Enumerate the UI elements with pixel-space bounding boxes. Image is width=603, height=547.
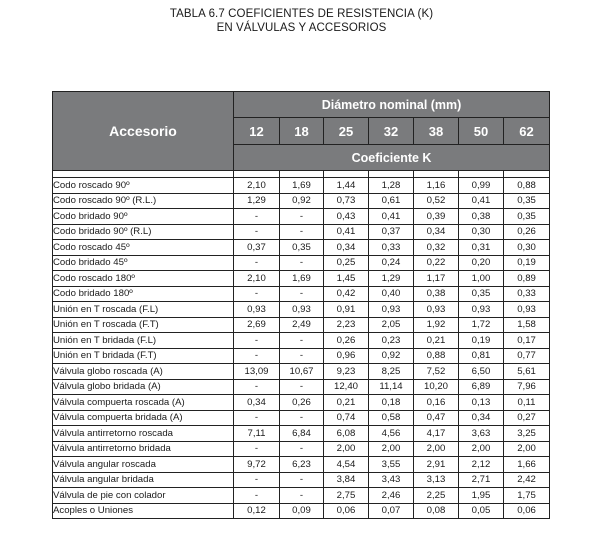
coefficient-cell: 0,20 xyxy=(459,255,504,271)
coefficient-cell: - xyxy=(234,255,280,271)
coefficient-cell: 1,69 xyxy=(280,271,324,287)
coefficient-cell: 10,20 xyxy=(414,379,459,395)
table-row xyxy=(53,472,550,488)
coefficient-cell: 0,06 xyxy=(504,503,550,519)
table-row xyxy=(53,193,550,209)
coefficient-cell: 0,32 xyxy=(414,240,459,256)
coefficient-cell: 6,89 xyxy=(459,379,504,395)
size-header: 62 xyxy=(504,118,550,145)
accessory-name-cell: Codo roscado 90º xyxy=(53,178,234,194)
coefficient-cell: 0,37 xyxy=(369,224,414,240)
coefficient-cell: 4,54 xyxy=(324,457,369,473)
coefficient-cell: - xyxy=(280,333,324,349)
coefficient-cell: 0,35 xyxy=(504,193,550,209)
table-row xyxy=(53,224,550,240)
coefficient-cell: 0,99 xyxy=(459,178,504,194)
table-row xyxy=(53,395,550,411)
coefficient-cell: 7,96 xyxy=(504,379,550,395)
coefficient-cell: 0,58 xyxy=(369,410,414,426)
coefficient-cell: 3,13 xyxy=(414,472,459,488)
coefficient-cell: - xyxy=(234,441,280,457)
coefficient-cell: 0,41 xyxy=(324,224,369,240)
coefficient-cell: 0,12 xyxy=(234,503,280,519)
accessory-name-cell: Válvula globo bridada (A) xyxy=(53,379,234,395)
coefficient-cell: - xyxy=(280,255,324,271)
coefficient-cell: 0,07 xyxy=(369,503,414,519)
table-row xyxy=(53,178,550,194)
coefficient-cell: 0,06 xyxy=(324,503,369,519)
column-header-diameter: Diámetro nominal (mm) xyxy=(234,92,550,118)
coefficient-cell: 6,23 xyxy=(280,457,324,473)
coefficient-cell: - xyxy=(234,209,280,225)
coefficient-cell: 2,75 xyxy=(324,488,369,504)
coefficient-cell: 0,26 xyxy=(280,395,324,411)
coefficient-cell: 0,08 xyxy=(414,503,459,519)
coefficient-cell: 1,17 xyxy=(414,271,459,287)
coefficient-cell: 11,14 xyxy=(369,379,414,395)
size-header: 32 xyxy=(369,118,414,145)
coefficient-cell: 0,17 xyxy=(504,333,550,349)
coefficient-cell: 0,11 xyxy=(504,395,550,411)
table-row xyxy=(53,255,550,271)
coefficient-cell: 0,19 xyxy=(459,333,504,349)
coefficient-cell: 2,10 xyxy=(234,178,280,194)
coefficient-cell: 0,93 xyxy=(234,302,280,318)
coefficient-cell: 0,37 xyxy=(234,240,280,256)
coefficient-cell: 2,46 xyxy=(369,488,414,504)
accessory-name-cell: Codo roscado 90º (R.L.) xyxy=(53,193,234,209)
coefficient-cell: 0,93 xyxy=(369,302,414,318)
table-row xyxy=(53,503,550,519)
coefficient-cell: 1,29 xyxy=(234,193,280,209)
accessory-name-cell: Válvula angular roscada xyxy=(53,457,234,473)
resistance-coefficients-table xyxy=(52,91,550,519)
coefficient-cell: 0,92 xyxy=(280,193,324,209)
table-row xyxy=(53,317,550,333)
table-row xyxy=(53,240,550,256)
coefficient-cell: 0,34 xyxy=(459,410,504,426)
size-header: 50 xyxy=(459,118,504,145)
coefficient-cell: 1,72 xyxy=(459,317,504,333)
coefficient-cell: 0,35 xyxy=(504,209,550,225)
size-header: 12 xyxy=(234,118,280,145)
coefficient-cell: - xyxy=(280,441,324,457)
coefficient-cell: 2,00 xyxy=(504,441,550,457)
coefficient-cell: 2,00 xyxy=(369,441,414,457)
coefficient-cell: 12,40 xyxy=(324,379,369,395)
table-row xyxy=(53,364,550,380)
coefficient-cell: - xyxy=(280,209,324,225)
coefficient-cell: 0,34 xyxy=(414,224,459,240)
coefficient-cell: 0,33 xyxy=(369,240,414,256)
coefficient-cell: 2,71 xyxy=(459,472,504,488)
coefficient-cell: 0,27 xyxy=(504,410,550,426)
coefficient-cell: - xyxy=(234,488,280,504)
coefficient-cell: - xyxy=(234,379,280,395)
coefficient-cell: 2,91 xyxy=(414,457,459,473)
table-row xyxy=(53,488,550,504)
coefficient-cell: 8,25 xyxy=(369,364,414,380)
coefficient-cell: - xyxy=(280,348,324,364)
coefficient-cell: 2,10 xyxy=(234,271,280,287)
coefficient-cell: 0,81 xyxy=(459,348,504,364)
coefficient-cell: 7,52 xyxy=(414,364,459,380)
coefficient-cell: 0,35 xyxy=(459,286,504,302)
coefficient-cell: 0,89 xyxy=(504,271,550,287)
table-row xyxy=(53,209,550,225)
coefficient-cell: - xyxy=(280,472,324,488)
table-row xyxy=(53,426,550,442)
coefficient-cell: 7,11 xyxy=(234,426,280,442)
coefficient-cell: 1,75 xyxy=(504,488,550,504)
coefficient-cell: 0,18 xyxy=(369,395,414,411)
coefficient-cell: 1,92 xyxy=(414,317,459,333)
coefficient-cell: 0,05 xyxy=(459,503,504,519)
coefficient-cell: 0,21 xyxy=(324,395,369,411)
accessory-name-cell: Codo roscado 180º xyxy=(53,271,234,287)
coefficient-cell: 9,72 xyxy=(234,457,280,473)
coefficient-cell: 0,41 xyxy=(369,209,414,225)
coefficient-cell: 1,16 xyxy=(414,178,459,194)
accessory-name-cell: Válvula angular bridada xyxy=(53,472,234,488)
coefficient-cell: 0,91 xyxy=(324,302,369,318)
table-row xyxy=(53,302,550,318)
size-header: 18 xyxy=(280,118,324,145)
table-row xyxy=(53,410,550,426)
coefficient-cell: 0,38 xyxy=(414,286,459,302)
coefficient-cell: 2,42 xyxy=(504,472,550,488)
accessory-name-cell: Válvula antirretorno roscada xyxy=(53,426,234,442)
coefficient-cell: 1,29 xyxy=(369,271,414,287)
accessory-name-cell: Unión en T roscada (F.L) xyxy=(53,302,234,318)
table-row xyxy=(53,441,550,457)
coefficient-cell: 1,00 xyxy=(459,271,504,287)
coefficient-cell: 1,95 xyxy=(459,488,504,504)
table-title-line2: EN VÁLVULAS Y ACCESORIOS xyxy=(216,22,387,34)
coefficient-cell: 2,69 xyxy=(234,317,280,333)
coefficient-cell: 0,61 xyxy=(369,193,414,209)
coefficient-cell: 0,09 xyxy=(280,503,324,519)
coefficient-cell: 1,69 xyxy=(280,178,324,194)
column-header-coefficient: Coeficiente K xyxy=(234,145,550,171)
table-row xyxy=(53,457,550,473)
coefficient-cell: - xyxy=(234,224,280,240)
coefficient-cell: 2,25 xyxy=(414,488,459,504)
coefficient-cell: 0,43 xyxy=(324,209,369,225)
coefficient-cell: 0,34 xyxy=(324,240,369,256)
accessory-name-cell: Codo bridado 90º xyxy=(53,209,234,225)
coefficient-cell: 6,08 xyxy=(324,426,369,442)
coefficient-cell: 1,66 xyxy=(504,457,550,473)
coefficient-cell: 0,96 xyxy=(324,348,369,364)
coefficient-cell: 9,23 xyxy=(324,364,369,380)
coefficient-cell: - xyxy=(234,286,280,302)
coefficient-cell: - xyxy=(280,379,324,395)
coefficient-cell: 0,13 xyxy=(459,395,504,411)
accessory-name-cell: Codo bridado 180º xyxy=(53,286,234,302)
coefficient-cell: 0,92 xyxy=(369,348,414,364)
coefficient-cell: - xyxy=(280,224,324,240)
coefficient-cell: 2,00 xyxy=(324,441,369,457)
accessory-name-cell: Válvula globo roscada (A) xyxy=(53,364,234,380)
coefficient-cell: 3,25 xyxy=(504,426,550,442)
coefficient-cell: 0,93 xyxy=(280,302,324,318)
coefficient-cell: 0,25 xyxy=(324,255,369,271)
coefficient-cell: 2,00 xyxy=(459,441,504,457)
coefficient-cell: 0,22 xyxy=(414,255,459,271)
coefficient-cell: 0,33 xyxy=(504,286,550,302)
accessory-name-cell: Unión en T roscada (F.T) xyxy=(53,317,234,333)
coefficient-cell: - xyxy=(234,348,280,364)
coefficient-cell: 6,50 xyxy=(459,364,504,380)
coefficient-cell: 2,00 xyxy=(414,441,459,457)
coefficient-cell: 0,26 xyxy=(324,333,369,349)
coefficient-cell: 0,31 xyxy=(459,240,504,256)
coefficient-cell: 0,30 xyxy=(459,224,504,240)
coefficient-cell: 0,16 xyxy=(414,395,459,411)
coefficient-cell: 0,40 xyxy=(369,286,414,302)
coefficient-cell: 0,93 xyxy=(414,302,459,318)
table-body xyxy=(53,171,550,519)
coefficient-cell: 0,19 xyxy=(504,255,550,271)
coefficient-cell: 0,26 xyxy=(504,224,550,240)
coefficient-cell: 0,41 xyxy=(459,193,504,209)
coefficient-cell: 2,23 xyxy=(324,317,369,333)
coefficient-cell: - xyxy=(280,410,324,426)
accessory-name-cell: Válvula de pie con colador xyxy=(53,488,234,504)
table-title xyxy=(0,7,603,35)
coefficient-cell: 0,93 xyxy=(504,302,550,318)
coefficient-cell: 0,35 xyxy=(280,240,324,256)
coefficient-cell: - xyxy=(234,333,280,349)
coefficient-cell: 0,34 xyxy=(234,395,280,411)
coefficient-cell: 3,55 xyxy=(369,457,414,473)
coefficient-cell: - xyxy=(280,488,324,504)
coefficient-cell: 3,43 xyxy=(369,472,414,488)
table-header xyxy=(53,92,550,171)
coefficient-cell: 13,09 xyxy=(234,364,280,380)
coefficient-cell: 4,17 xyxy=(414,426,459,442)
coefficient-cell: 0,23 xyxy=(369,333,414,349)
coefficient-cell: 0,74 xyxy=(324,410,369,426)
accessory-name-cell: Válvula antirretorno bridada xyxy=(53,441,234,457)
coefficient-cell: 1,28 xyxy=(369,178,414,194)
coefficient-cell: 1,45 xyxy=(324,271,369,287)
coefficient-cell: 0,88 xyxy=(504,178,550,194)
accessory-name-cell: Unión en T bridada (F.T) xyxy=(53,348,234,364)
coefficient-cell: 2,05 xyxy=(369,317,414,333)
accessory-name-cell: Codo bridado 45º xyxy=(53,255,234,271)
coefficient-cell: 0,38 xyxy=(459,209,504,225)
coefficient-cell: 5,61 xyxy=(504,364,550,380)
coefficient-cell: 0,77 xyxy=(504,348,550,364)
coefficient-cell: 1,44 xyxy=(324,178,369,194)
coefficient-cell: 10,67 xyxy=(280,364,324,380)
table-row xyxy=(53,286,550,302)
spacer-row xyxy=(53,171,550,178)
table-row xyxy=(53,348,550,364)
coefficient-cell: 3,63 xyxy=(459,426,504,442)
accessory-name-cell: Acoples o Uniones xyxy=(53,503,234,519)
table-title-line1: TABLA 6.7 COEFICIENTES DE RESISTENCIA (K) xyxy=(169,8,434,20)
coefficient-cell: 0,47 xyxy=(414,410,459,426)
column-header-accessory: Accesorio xyxy=(53,92,234,171)
coefficient-cell: - xyxy=(234,410,280,426)
coefficient-cell: 0,73 xyxy=(324,193,369,209)
coefficient-cell: 0,42 xyxy=(324,286,369,302)
accessory-name-cell: Válvula compuerta roscada (A) xyxy=(53,395,234,411)
coefficient-cell: 4,56 xyxy=(369,426,414,442)
coefficient-cell: 0,30 xyxy=(504,240,550,256)
coefficient-cell: 0,52 xyxy=(414,193,459,209)
coefficient-cell: - xyxy=(280,286,324,302)
coefficient-cell: 0,21 xyxy=(414,333,459,349)
coefficient-cell: 2,12 xyxy=(459,457,504,473)
size-header: 25 xyxy=(324,118,369,145)
table-row xyxy=(53,333,550,349)
coefficient-cell: 0,88 xyxy=(414,348,459,364)
size-header: 38 xyxy=(414,118,459,145)
coefficient-cell: - xyxy=(234,472,280,488)
table-row xyxy=(53,271,550,287)
coefficient-cell: 0,39 xyxy=(414,209,459,225)
accessory-name-cell: Codo bridado 90º (R.L) xyxy=(53,224,234,240)
table-row xyxy=(53,379,550,395)
coefficient-cell: 1,58 xyxy=(504,317,550,333)
coefficient-cell: 3,84 xyxy=(324,472,369,488)
accessory-name-cell: Válvula compuerta bridada (A) xyxy=(53,410,234,426)
coefficient-cell: 6,84 xyxy=(280,426,324,442)
coefficient-cell: 0,24 xyxy=(369,255,414,271)
accessory-name-cell: Unión en T bridada (F.L) xyxy=(53,333,234,349)
coefficient-cell: 0,93 xyxy=(459,302,504,318)
accessory-name-cell: Codo roscado 45º xyxy=(53,240,234,256)
coefficient-cell: 2,49 xyxy=(280,317,324,333)
